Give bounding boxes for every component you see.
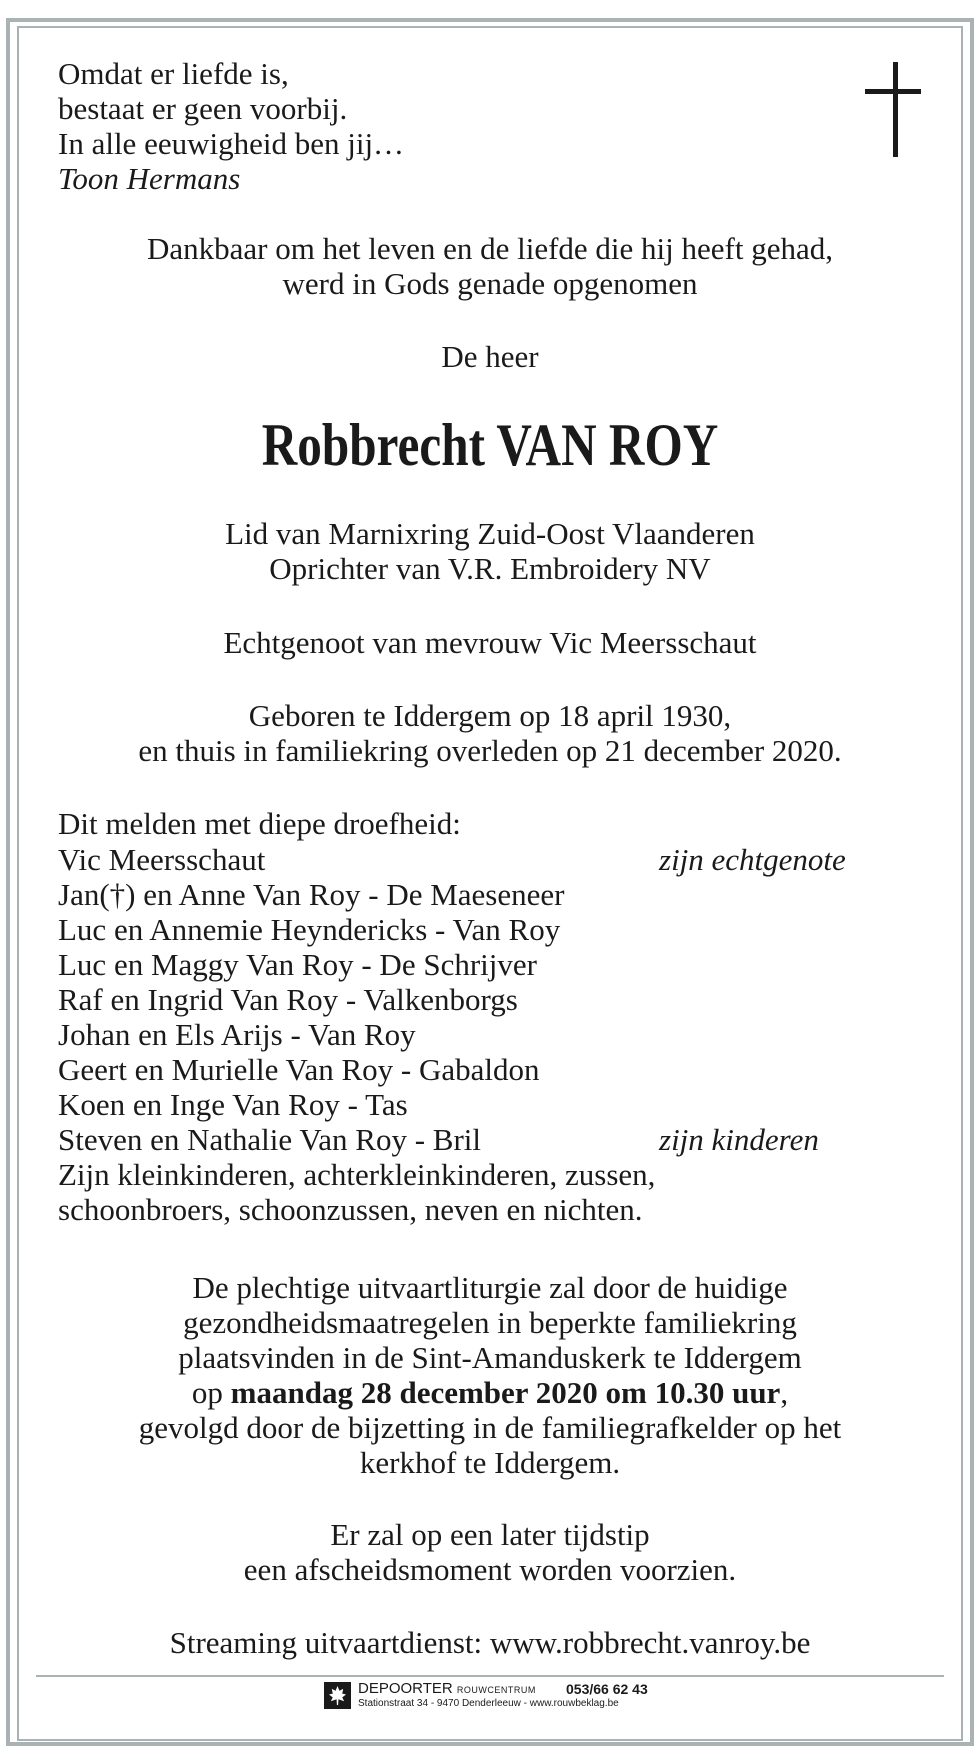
mourner-line: Vic Meersschaut xyxy=(58,842,266,877)
farewell-line: Er zal op een later tijdstip xyxy=(330,1517,650,1552)
poem-author: Toon Hermans xyxy=(58,161,241,196)
relation-children: zijn kinderen xyxy=(659,1122,819,1157)
footer-divider xyxy=(36,1675,944,1677)
mourners-heading: Dit melden met diepe droefheid: xyxy=(58,806,461,841)
ceremony-line: kerkhof te Iddergem. xyxy=(359,1445,621,1480)
mourner-line: Steven en Nathalie Van Roy - Bril xyxy=(58,1122,482,1157)
spouse-line: Echtgenoot van mevrouw Vic Meersschaut xyxy=(223,625,757,660)
streaming-line: Streaming uitvaartdienst: www.robbrecht.vanroy.be xyxy=(169,1625,811,1660)
brand-name: DEPOORTER xyxy=(358,1680,453,1697)
relation-spouse: zijn echtgenote xyxy=(659,842,846,877)
brand-subtitle: ROUWCENTRUM xyxy=(456,1685,536,1695)
mourner-line: Johan en Els Arijs - Van Roy xyxy=(58,1017,416,1052)
leaf-logo-icon xyxy=(324,1682,351,1709)
deceased-name: Robbrecht VAN ROY xyxy=(261,412,719,478)
ceremony-date-suffix: , xyxy=(780,1375,789,1410)
mourner-line: Luc en Annemie Heyndericks - Van Roy xyxy=(58,912,561,947)
mourner-line: schoonbroers, schoonzussen, neven en nichten. xyxy=(58,1192,643,1227)
dates-line: Geboren te Iddergem op 18 april 1930, xyxy=(248,698,732,733)
farewell-line: een afscheidsmoment worden voorzien. xyxy=(243,1552,737,1587)
ceremony-line: De plechtige uitvaartliturgie zal door de huidige xyxy=(192,1270,788,1305)
ceremony-date: maandag 28 december 2020 om 10.30 uur xyxy=(230,1375,781,1410)
salutation: De heer xyxy=(441,339,539,374)
footer-address: Stationstraat 34 - 9470 Denderleeuw - www.rouwbeklag.be xyxy=(358,1698,619,1709)
ceremony-line: gezondheidsmaatregelen in beperkte familiekring xyxy=(183,1305,797,1340)
mourner-line: Luc en Maggy Van Roy - De Schrijver xyxy=(58,947,537,982)
poem-line: In alle eeuwigheid ben jij… xyxy=(58,126,405,161)
intro-line: werd in Gods genade opgenomen xyxy=(282,266,698,301)
footer-brand xyxy=(358,1680,536,1699)
dates-line: en thuis in familiekring overleden op 21 december 2020. xyxy=(138,733,842,768)
footer-phone: 053/66 62 43 xyxy=(566,1681,648,1697)
poem-line: bestaat er geen voorbij. xyxy=(58,91,348,126)
role-line: Lid van Marnixring Zuid-Oost Vlaanderen xyxy=(225,516,755,551)
role-line: Oprichter van V.R. Embroidery NV xyxy=(269,551,711,586)
poem-line: Omdat er liefde is, xyxy=(58,56,289,91)
ceremony-date-line xyxy=(0,1375,980,1410)
mourner-line: Koen en Inge Van Roy - Tas xyxy=(58,1087,408,1122)
mourner-line: Raf en Ingrid Van Roy - Valkenborgs xyxy=(58,982,518,1017)
ceremony-line: gevolgd door de bijzetting in de familiegrafkelder op het xyxy=(138,1410,842,1445)
mourner-line: Geert en Murielle Van Roy - Gabaldon xyxy=(58,1052,540,1087)
ceremony-date-prefix: op xyxy=(191,1375,231,1410)
mourner-line: Jan(†) en Anne Van Roy - De Maeseneer xyxy=(58,877,565,912)
ceremony-line: plaatsvinden in de Sint-Amanduskerk te Iddergem xyxy=(178,1340,802,1375)
intro-line: Dankbaar om het leven en de liefde die hij heeft gehad, xyxy=(146,231,833,266)
mourner-line: Zijn kleinkinderen, achterkleinkinderen, zussen, xyxy=(58,1157,656,1192)
